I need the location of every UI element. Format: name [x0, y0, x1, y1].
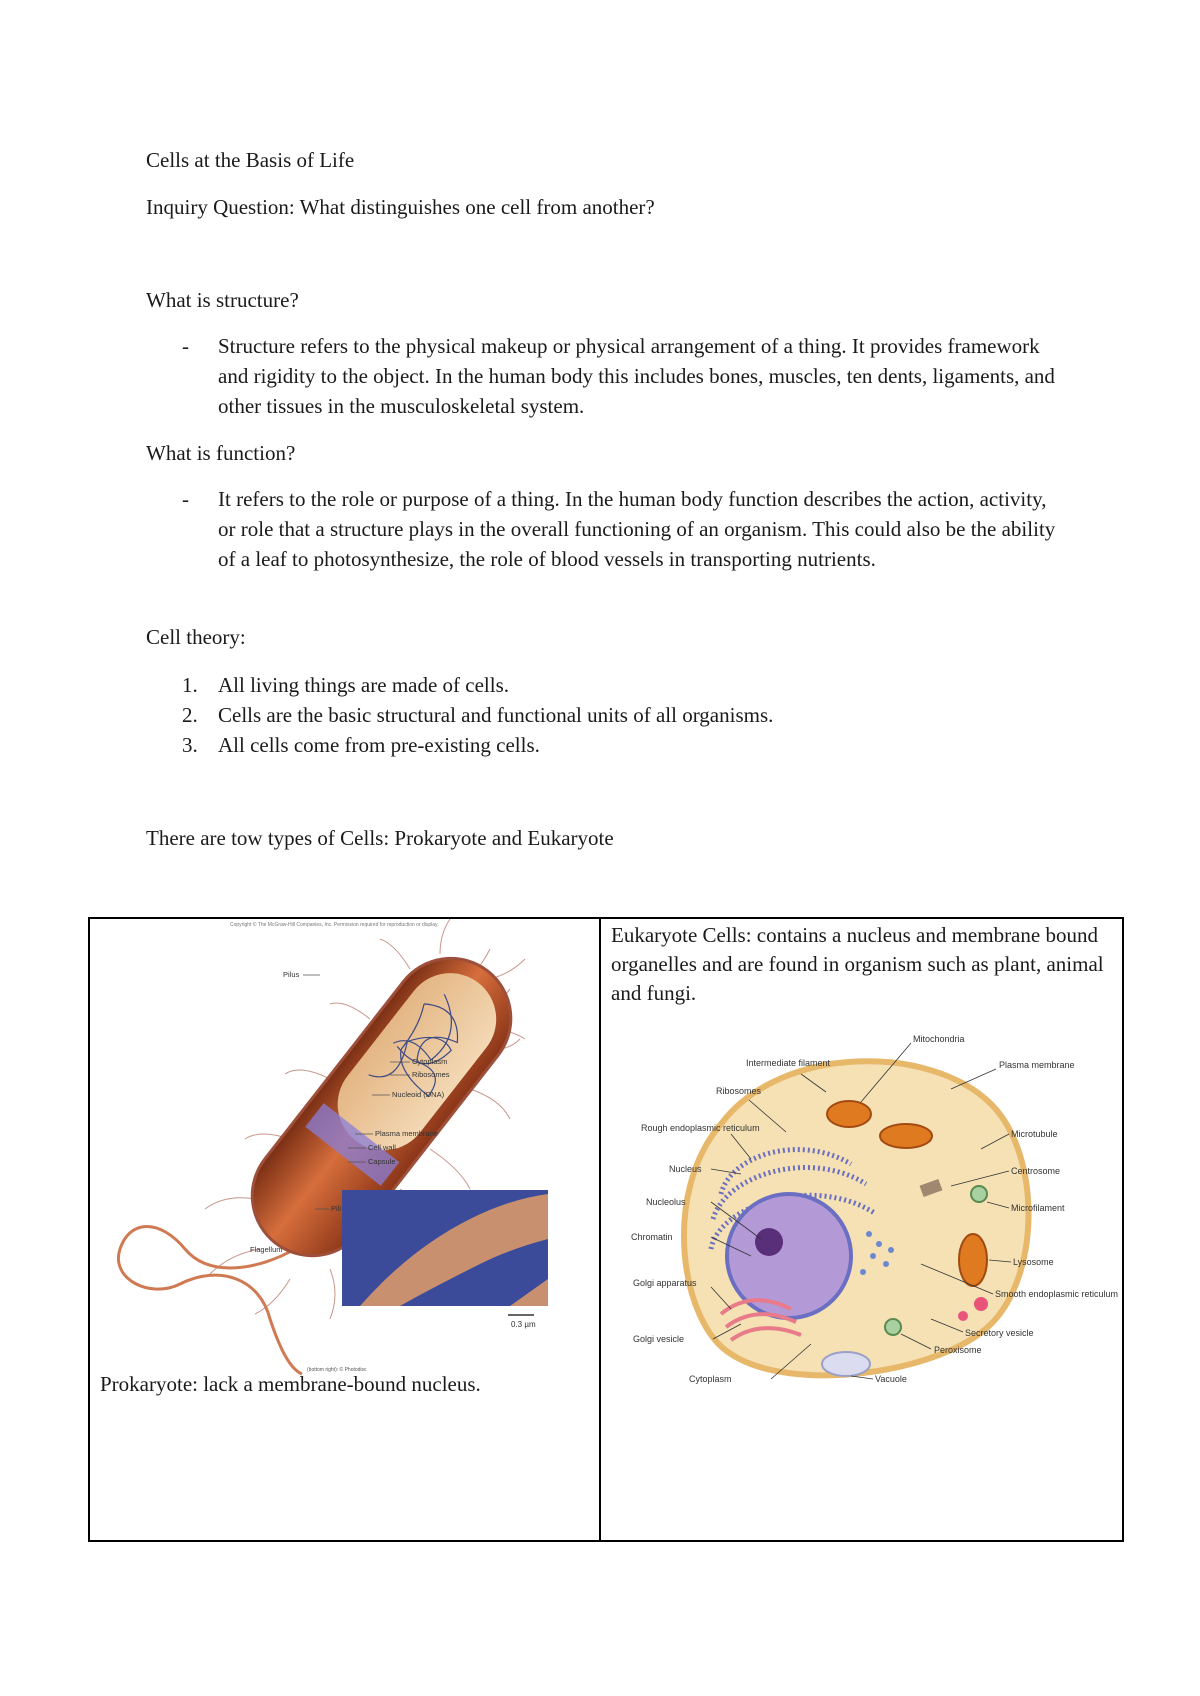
photo-credit: (bottom right): © Photodisc: [307, 1367, 367, 1373]
label-pili: Pili: [331, 1204, 342, 1213]
label-flagellum: Flagellum: [250, 1245, 283, 1254]
structure-answer: Structure refers to the physical makeup or physical arrangement of a thing. It provides framework and rigidity to the object. In the human body this includes bones, muscles, ten dents, ligaments, and other tissues in the musculoskeletal system.: [218, 334, 1055, 418]
label-plasma-membrane: Plasma membrane: [999, 1060, 1075, 1070]
label-nucleus: Nucleus: [669, 1164, 702, 1174]
label-mitochondria: Mitochondria: [913, 1034, 965, 1044]
scale-bar-label: 0.3 µm: [511, 1320, 536, 1329]
eukaryote-cell: [601, 919, 1122, 1540]
label-chromatin: Chromatin: [631, 1232, 673, 1242]
document-title: Cells at the Basis of Life: [146, 148, 355, 172]
label-cytoplasm: Cytoplasm: [412, 1057, 448, 1066]
label-microtubule: Microtubule: [1011, 1129, 1058, 1139]
label-ribosomes: Ribosomes: [716, 1086, 762, 1096]
label-peroxisome: Peroxisome: [934, 1345, 982, 1355]
label-cytoplasm: Cytoplasm: [689, 1374, 732, 1384]
prokaryote-caption: Prokaryote: lack a membrane-bound nucleus.: [100, 1372, 481, 1396]
eukaryote-diagram: [601, 1024, 1122, 1444]
nucleolus-shape: [755, 1228, 783, 1256]
bullet-dash: -: [182, 487, 189, 511]
eukaryote-caption: Eukaryote Cells: contains a nucleus and membrane bound organelles and are found in organism such as plant, animal and fungi.: [611, 923, 1104, 1005]
prokaryote-cell: [90, 919, 599, 1540]
label-secretory-vesicle: Secretory vesicle: [965, 1328, 1034, 1338]
bullet-dash: -: [182, 334, 189, 358]
label-rough-er: Rough endoplasmic reticulum: [641, 1123, 760, 1133]
prokaryote-diagram: [90, 919, 599, 1379]
label-lysosome: Lysosome: [1013, 1257, 1054, 1267]
label-ribosomes: Ribosomes: [412, 1070, 450, 1079]
label-golgi-vesicle: Golgi vesicle: [633, 1334, 685, 1344]
copyright-text: Copyright © The McGraw-Hill Companies, Inc. Permission required for reproduction or display.: [230, 922, 439, 928]
cell-types-table: [88, 917, 1124, 1542]
label-smooth-er: Smooth endoplasmic reticulum: [995, 1289, 1119, 1299]
inquiry-question: Inquiry Question: What distinguishes one cell from another?: [146, 195, 655, 219]
label-centrosome: Centrosome: [1011, 1166, 1061, 1176]
label-pilus: Pilus: [283, 970, 300, 979]
label-cell-wall: Cell wall: [368, 1143, 396, 1152]
function-answer: It refers to the role or purpose of a thing. In the human body function describes the action, activity, or role that a structure plays in the overall functioning of an organism. This could also be the ability of a leaf to photosynthesize, the role of blood vessels in transporting nutrients.: [218, 487, 1056, 571]
peroxisome-shape: [971, 1186, 987, 1202]
label-nucleolus: Nucleolus: [646, 1197, 686, 1207]
cell-theory-heading: Cell theory:: [146, 625, 246, 649]
cell-types-line: There are tow types of Cells: Prokaryote and Eukaryote: [146, 826, 614, 850]
label-nucleoid: Nucleoid (DNA): [392, 1090, 445, 1099]
lysosome-shape: [974, 1297, 988, 1311]
vacuole-shape: [822, 1352, 870, 1376]
label-plasma-membrane: Plasma membrane: [375, 1129, 438, 1138]
label-intermediate-filament: Intermediate filament: [746, 1058, 831, 1068]
label-golgi-apparatus: Golgi apparatus: [633, 1278, 697, 1288]
label-capsule: Capsule: [368, 1157, 396, 1166]
label-microfilament: Microfilament: [1011, 1203, 1065, 1213]
structure-question: What is structure?: [146, 288, 299, 312]
label-vacuole: Vacuole: [875, 1374, 907, 1384]
function-question: What is function?: [146, 441, 296, 465]
